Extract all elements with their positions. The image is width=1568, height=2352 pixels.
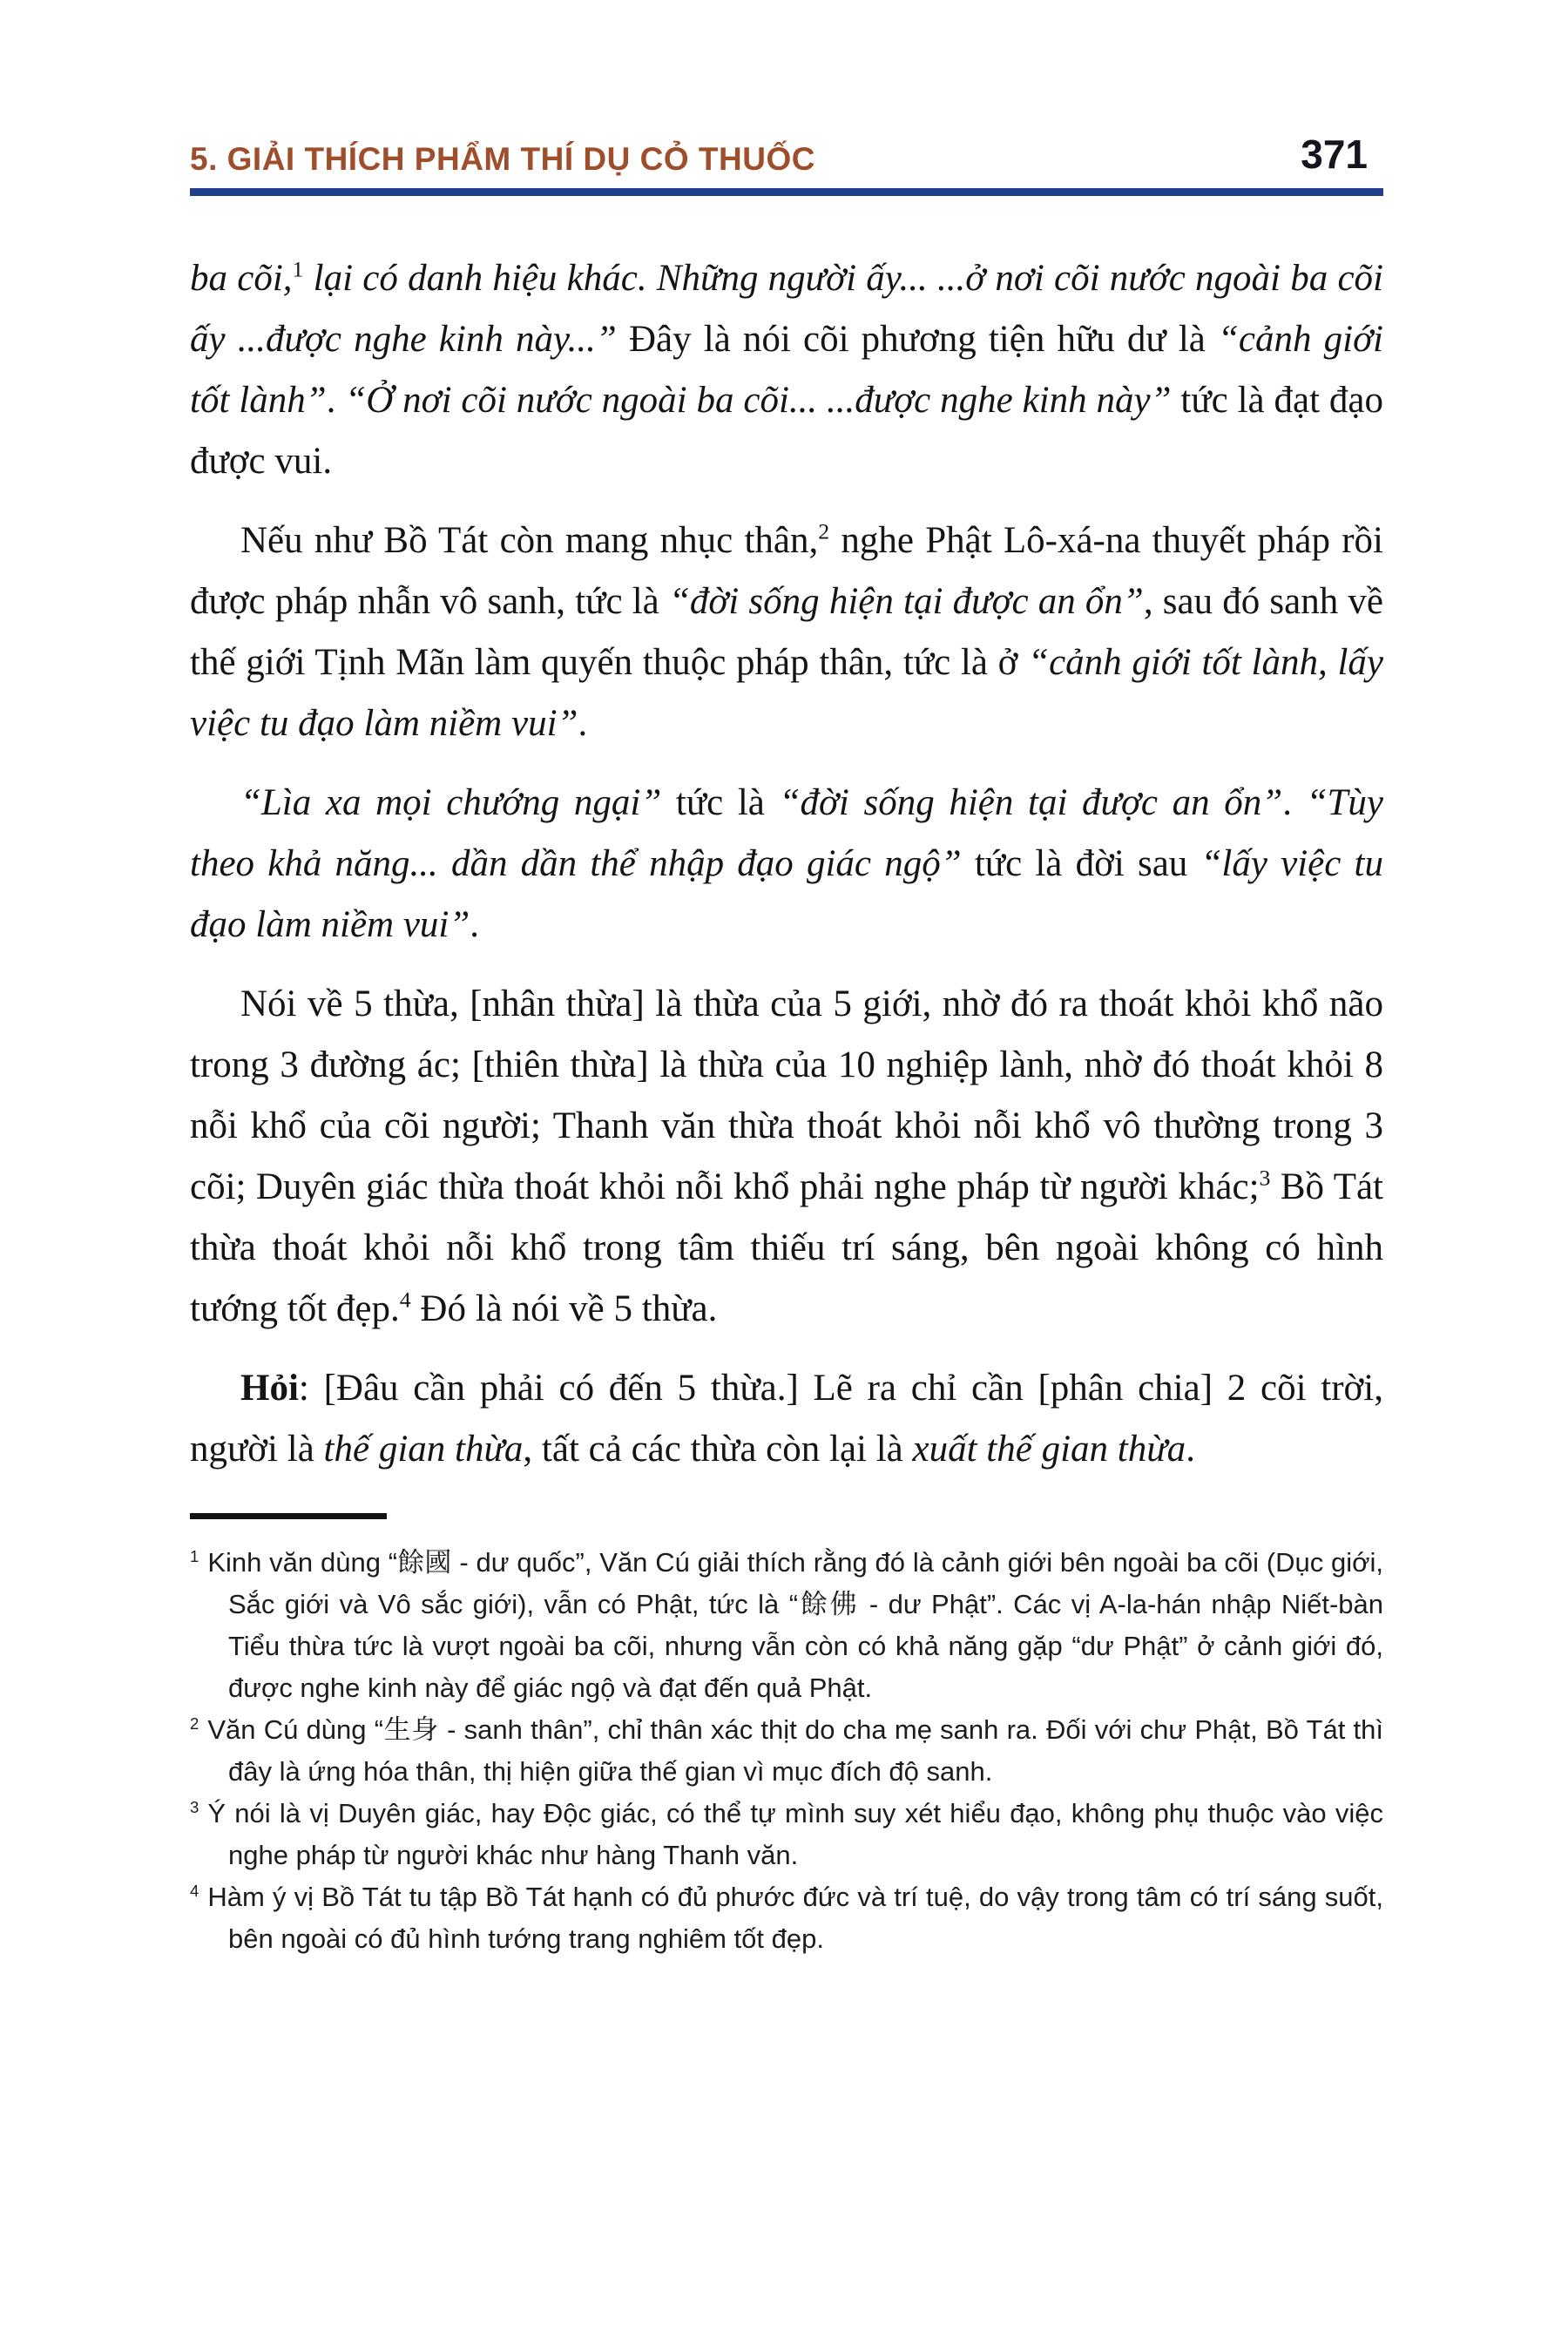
text-run: “Lìa xa mọi chướng ngại” [240,782,662,823]
text-run: ba cõi, [190,258,293,299]
footnote-number: 1 [190,1546,199,1565]
text-run: Văn Cú dùng “生身 - sanh thân”, chỉ thân xác thịt do cha mẹ sanh ra. Đối với chư Phật, Bồ Tát thì đây là ứng hóa thân, thị hiện giữa thế gian vì mục đích độ sanh. [207,1714,1383,1787]
text-run: Đó là nói về 5 thừa. [410,1288,718,1329]
footnote-ref: 1 [292,256,304,282]
footnote [190,1876,1383,1960]
text-run: xuất thế gian thừa [912,1429,1186,1470]
paragraph [190,248,1383,492]
text-run: : [Đâu cần phải có đến 5 thừa.] Lẽ ra chỉ cần [phân chia] 2 cõi trời, người là [190,1368,1383,1470]
footnote [190,1793,1383,1876]
paragraph [190,773,1383,956]
text-run: “đời sống hiện tại được an ổn” [668,581,1144,622]
page-number: 371 [1301,132,1368,177]
header-rule [190,188,1383,196]
text-run: “đời sống hiện tại được an ổn” [779,782,1283,823]
paragraph [190,510,1383,754]
footnote-number: 3 [190,1797,199,1816]
footnote-separator [190,1513,387,1519]
text-run: nghe Phật Lô-xá-na thuyết pháp rồi được pháp nhẫn vô sanh, tức là [190,520,1383,622]
footnote-ref: 2 [818,518,830,544]
text-run: “cảnh giới tốt lành, lấy việc tu đạo làm niềm vui” [190,642,1384,744]
footnote-number: 2 [190,1713,199,1733]
footnote-ref: 4 [399,1287,411,1313]
text-run: Hàm ý vị Bồ Tát tu tập Bồ Tát hạnh có đủ phước đức và trí tuệ, do vậy trong tâm có trí sáng suốt, bên ngoài có đủ hình tướng trang nghiêm tốt đẹp. [207,1882,1383,1954]
text-run: Bồ Tát thừa thoát khỏi nỗi khổ trong tâm thiếu trí sáng, bên ngoài không có hình tướng tốt đẹp. [190,1166,1384,1329]
footnote-number: 4 [190,1881,199,1900]
text-run: . [470,904,480,945]
text-run: . [1282,782,1307,823]
text-run: tức là đời sau [961,843,1201,884]
text-run: Kinh văn dùng “餘國 - dư quốc”, Văn Cú giải thích rằng đó là cảnh giới bên ngoài ba cõi (Dục giới, Sắc giới và Vô sắc giới), vẫn có Phật, tức là “餘佛 - dư Phật”. Các vị A-la-hán nhập Niết-bàn Tiểu thừa tức là vượt ngoài ba cõi, nhưng vẫn còn có khả năng gặp “dư Phật” ở cảnh giới đó, được nghe kinh này để giác ngộ và đạt đến quả Phật. [207,1547,1383,1703]
text-run: “Tùy theo khả năng... dần dần thể nhập đạo giác ngộ” [190,782,1384,884]
text-run: Nói về 5 thừa, [nhân thừa] là thừa của 5 giới, nhờ đó ra thoát khỏi khổ não trong 3 đường ác; [thiên thừa] là thừa của 10 nghiệp lành, nhờ đó thoát khỏi 8 nỗi khổ của cõi người; Thanh văn thừa thoát khỏi nỗi khổ vô thường trong 3 cõi; Duyên giác thừa thoát khỏi nỗi khổ phải nghe pháp từ người khác; [190,983,1383,1207]
body-text [190,248,1383,1480]
text-run: tức là đạt đạo được vui. [190,380,1384,482]
running-header-title: 5. GIẢI THÍCH PHẨM THÍ DỤ CỎ THUỐC [190,141,815,177]
text-run: lại có danh hiệu khác. Những người ấy... ...ở nơi cõi nước ngoài ba cõi ấy ...được nghe kinh này...” [190,258,1383,360]
text-run: , sau đó sanh về thế giới Tịnh Mãn làm quyến thuộc pháp thân, tức là ở [190,581,1383,683]
text-run: “cảnh giới tốt lành” [190,319,1383,421]
text-run: Hỏi [240,1368,299,1409]
footnotes [190,1542,1383,1960]
paragraph [190,1358,1383,1480]
text-run: Nếu như Bồ Tát còn mang nhục thân, [240,520,819,561]
footnote-ref: 3 [1259,1165,1271,1191]
text-run: Ý nói là vị Duyên giác, hay Độc giác, có thể tự mình suy xét hiểu đạo, không phụ thuộc vào việc nghe pháp từ người khác như hàng Thanh văn. [207,1798,1383,1870]
footnote [190,1542,1383,1709]
text-run: Đây là nói cõi phương tiện hữu dư là [616,319,1219,360]
paragraph [190,974,1383,1340]
running-header [190,131,1383,178]
text-run: . [578,703,588,744]
text-run: . [326,380,346,421]
text-run: thế gian thừa [323,1429,524,1470]
text-run: “lấy việc tu đạo làm niềm vui” [190,843,1383,945]
footnote [190,1709,1383,1793]
text-run: . [1186,1429,1195,1470]
text-run: tức là [661,782,780,823]
text-run: “Ở nơi cõi nước ngoài ba cõi... ...được nghe kinh này” [345,380,1172,421]
text-run: , tất cả các thừa còn lại là [523,1429,913,1470]
